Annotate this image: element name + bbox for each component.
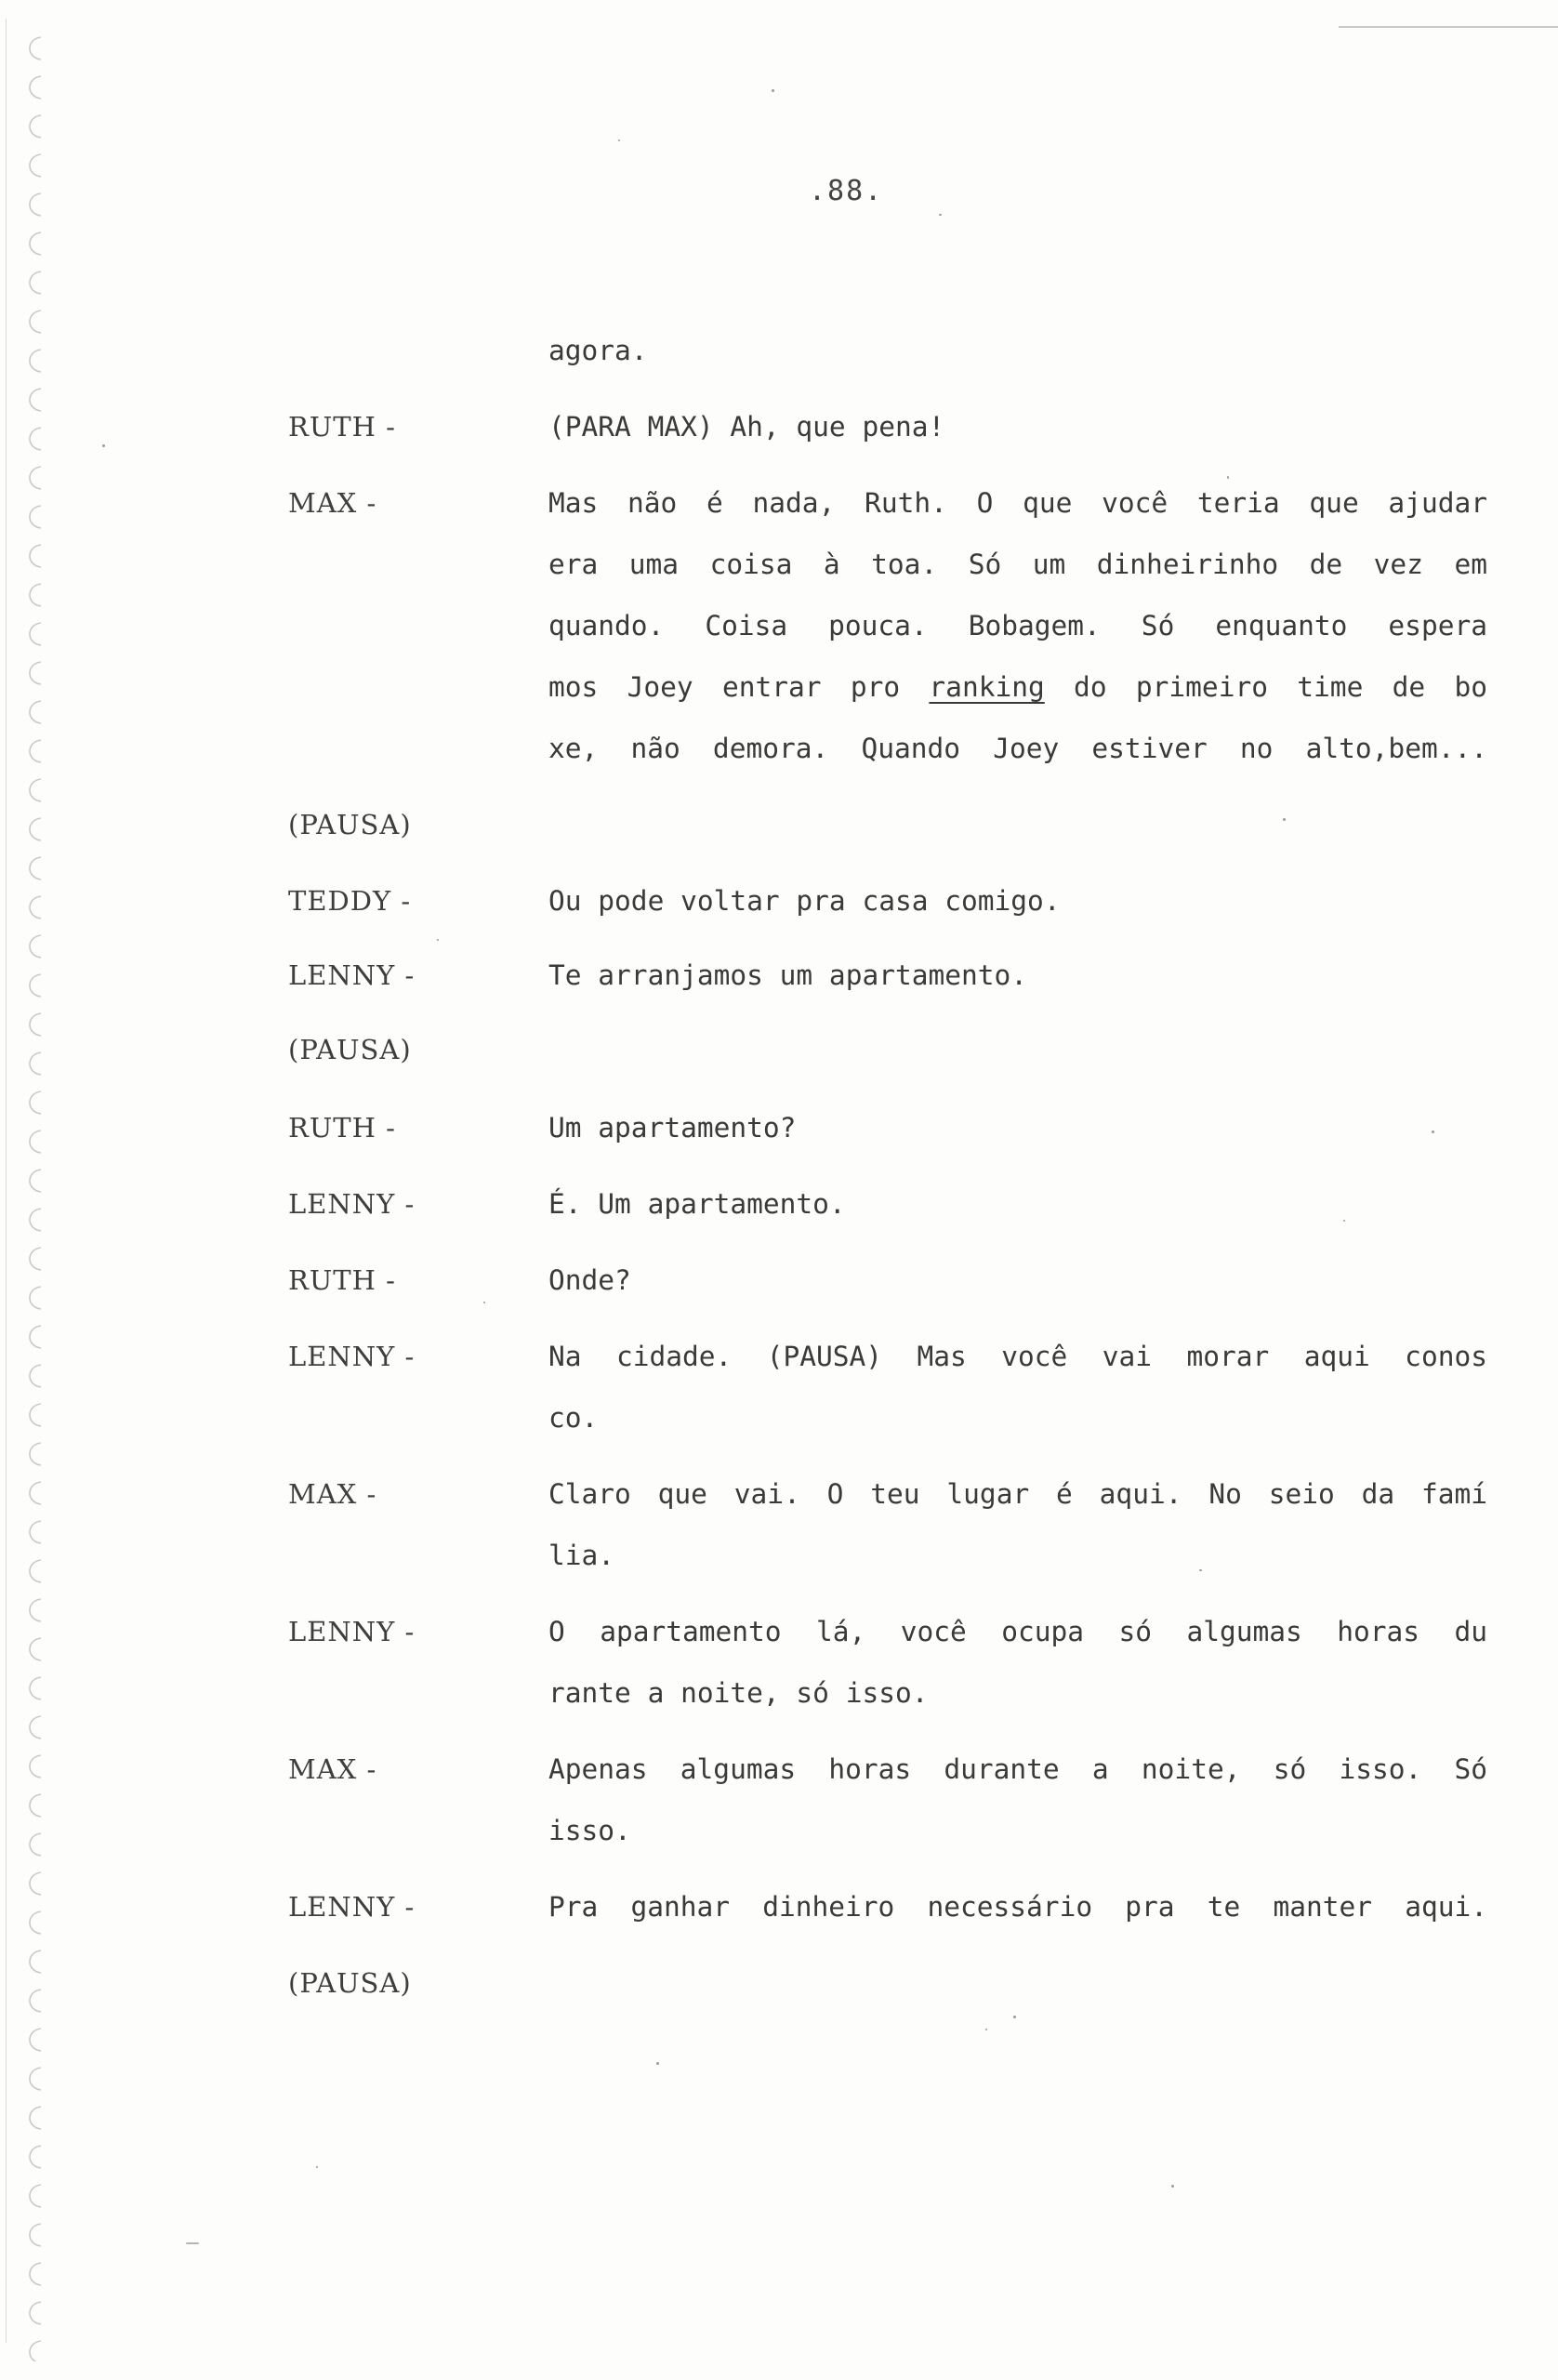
perforation-hole [30, 2029, 41, 2051]
perforation-hole [30, 1677, 41, 1699]
dialogue-line: isso. [548, 1815, 631, 1846]
stage-direction: (PAUSA) [288, 809, 412, 840]
scan-speck [483, 1302, 485, 1303]
scan-speck [102, 444, 105, 447]
speaker-label: MAX - [288, 487, 377, 519]
perforation-hole [30, 1443, 41, 1465]
perforation-hole [30, 2302, 41, 2324]
perforation-hole [30, 389, 41, 411]
dialogue-line: Onde? [548, 1264, 631, 1296]
perforation-hole [30, 193, 41, 216]
dialogue-line: É. Um apartamento. [548, 1188, 846, 1220]
perforation-hole [30, 740, 41, 762]
scan-speck [985, 2029, 987, 2030]
perforation-hole [30, 2146, 41, 2168]
underlined-word: ranking [929, 671, 1045, 703]
scan-speck [656, 2062, 659, 2065]
dialogue-line: xe, não demora. Quando Joey estiver no alto,bem... [548, 733, 1487, 764]
stage-direction: (PAUSA) [288, 1034, 412, 1065]
perforation-hole [30, 2341, 41, 2361]
speaker-label: MAX - [288, 1478, 377, 1510]
top-edge-rule [1339, 26, 1558, 28]
perforation-hole [30, 37, 41, 60]
perforation-hole [30, 545, 41, 567]
perforation-hole [30, 2263, 41, 2285]
perforation-hole [30, 818, 41, 840]
line-text: do primeiro time de bo [1044, 671, 1487, 703]
perforation-hole [30, 1482, 41, 1504]
perforation-hole [30, 1755, 41, 1778]
line-text: mos Joey entrar pro [548, 671, 930, 703]
perforation-hole [30, 154, 41, 177]
dialogue-line: Te arranjamos um apartamento. [548, 959, 1028, 991]
perforation-hole [30, 1638, 41, 1660]
dialogue-line: Claro que vai. O teu lugar é aqui. No seio da famí [548, 1478, 1487, 1510]
scan-speck [1227, 476, 1229, 479]
perforation-hole [30, 115, 41, 138]
dialogue-line: rante a noite, só isso. [548, 1677, 929, 1709]
perforation-hole [30, 974, 41, 997]
perforation-hole [30, 1404, 41, 1426]
dialogue-line: Mas não é nada, Ruth. O que você teria que ajudar [548, 487, 1487, 519]
perforation-hole [30, 1365, 41, 1387]
dialogue-line: Pra ganhar dinheiro necessário pra te manter aqui. [548, 1891, 1487, 1923]
perforation-hole [30, 2107, 41, 2129]
perforation-hole [30, 76, 41, 99]
stage-direction: (PAUSA) [288, 1967, 412, 1999]
speaker-label: TEDDY - [288, 885, 412, 917]
dialogue-line: Apenas algumas horas durante a noite, só isso. Só [548, 1753, 1487, 1785]
perforation-hole [30, 1209, 41, 1231]
perforation-hole [30, 1716, 41, 1739]
perforation-hole [30, 623, 41, 645]
perforation-hole [30, 1091, 41, 1114]
page-number: .88. [809, 175, 884, 207]
scan-speck [1343, 1220, 1345, 1222]
scan-speck [437, 939, 439, 941]
perforation-hole [30, 1248, 41, 1270]
dialogue-line [548, 671, 1487, 703]
perforation-hole [30, 2068, 41, 2090]
perforation-hole [30, 2224, 41, 2246]
perforation-hole [30, 350, 41, 372]
perforation-hole [30, 1950, 41, 1973]
perforation-hole [30, 857, 41, 879]
perforation-hole [30, 1911, 41, 1934]
speaker-label: LENNY - [288, 1188, 416, 1220]
speaker-label: LENNY - [288, 1891, 416, 1923]
dialogue-line: era uma coisa à toa. Só um dinheirinho de vez em [548, 549, 1487, 580]
perforation-hole [30, 311, 41, 333]
perforation-hole [30, 1560, 41, 1582]
scan-speck [186, 2242, 199, 2244]
speaker-label: LENNY - [288, 959, 416, 991]
speaker-label: MAX - [288, 1753, 377, 1785]
perforation-hole [30, 428, 41, 450]
perforation-hole [30, 1170, 41, 1192]
perforation-hole [30, 1130, 41, 1153]
scan-speck [939, 214, 942, 216]
perforation-hole [30, 1287, 41, 1309]
scan-speck [1199, 1569, 1202, 1571]
scan-speck [1283, 818, 1286, 821]
perforation-hole [30, 1990, 41, 2012]
speaker-label: LENNY - [288, 1341, 416, 1372]
scan-speck [316, 2166, 318, 2168]
dialogue-line: quando. Coisa pouca. Bobagem. Só enquanto espera [548, 610, 1487, 641]
speaker-label: RUTH - [288, 1264, 396, 1296]
perforation-hole [30, 1521, 41, 1543]
perforation-hole [30, 232, 41, 255]
dialogue-line: (PARA MAX) Ah, que pena! [548, 411, 945, 443]
dialogue-line: O apartamento lá, você ocupa só algumas horas du [548, 1616, 1487, 1647]
perforation-holes [13, 19, 56, 2361]
perforation-hole [30, 1599, 41, 1621]
perforation-hole [30, 467, 41, 489]
dialogue-line: agora. [548, 335, 648, 366]
scan-speck [618, 139, 620, 141]
scan-speck [772, 89, 774, 92]
perforation-hole [30, 1794, 41, 1817]
dialogue-line: Um apartamento? [548, 1112, 797, 1144]
perforation-hole [30, 584, 41, 606]
scan-speck [1432, 1130, 1434, 1133]
perforation-hole [30, 2185, 41, 2207]
scan-speck [1013, 2016, 1016, 2018]
dialogue-line: lia. [548, 1540, 615, 1571]
speaker-label: RUTH - [288, 411, 396, 443]
perforation-hole [30, 1013, 41, 1036]
perforation-hole [30, 271, 41, 294]
perforation-hole [30, 1326, 41, 1348]
speaker-label: LENNY - [288, 1616, 416, 1647]
perforation-hole [30, 701, 41, 723]
dialogue-line: Na cidade. (PAUSA) Mas você vai morar aqui conos [548, 1341, 1487, 1372]
paper-edge-line [6, 19, 7, 2343]
dialogue-line: co. [548, 1402, 599, 1434]
perforation-hole [30, 506, 41, 528]
perforation-hole [30, 662, 41, 684]
perforation-hole [30, 1872, 41, 1895]
perforation-hole [30, 1833, 41, 1856]
perforation-hole [30, 935, 41, 958]
scan-speck [1171, 2185, 1174, 2188]
perforation-hole [30, 896, 41, 919]
dialogue-line: Ou pode voltar pra casa comigo. [548, 885, 1061, 917]
perforation-hole [30, 779, 41, 801]
perforation-hole [30, 1052, 41, 1075]
speaker-label: RUTH - [288, 1112, 396, 1144]
